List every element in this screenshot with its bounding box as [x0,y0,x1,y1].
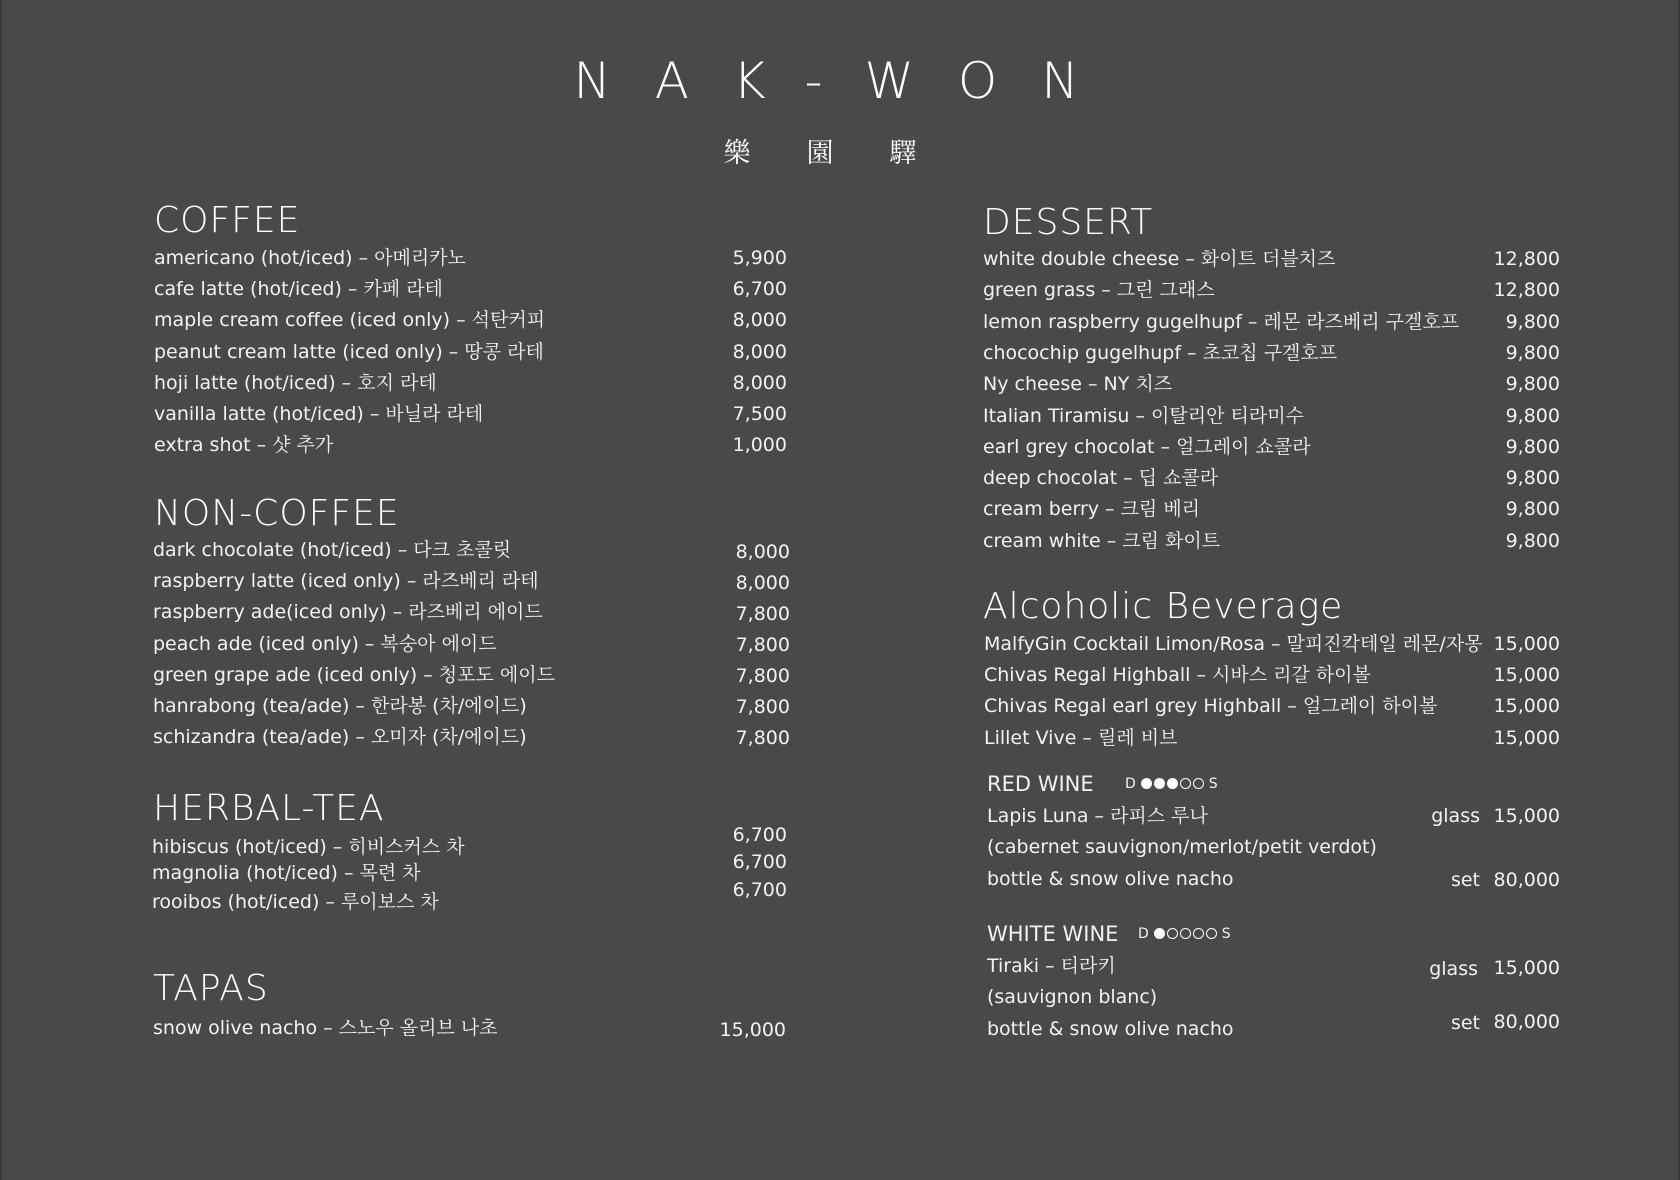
section-heading-herbal-tea: HERBAL-TEA [153,788,385,829]
menu-item-price: 7,800 [735,665,790,687]
menu-item-name: white double cheese – 화이트 더블치즈 [983,248,1336,270]
menu-item-name: Italian Tiramisu – 이탈리안 티라미수 [983,404,1304,427]
red-wine-glass-label: glass [1431,805,1480,827]
menu-item-name: hoji latte (hot/iced) – 호지 라테 [154,371,437,394]
white-wine-name: Tiraki – 티라키 [987,955,1116,977]
menu-item-price: 9,800 [1505,529,1560,552]
menu-item-name: snow olive nacho – 스노우 올리브 나초 [153,1017,498,1039]
menu-item-price: 12,800 [1493,248,1560,270]
menu-item-name: chocochip gugelhupf – 초코칩 구겔호프 [983,341,1338,364]
red-wine-glass-price: 15,000 [1493,805,1560,827]
menu-item-price: 7,800 [735,696,790,718]
scale-sweet-label: S [1208,776,1218,792]
scale-dry-label: D [1138,926,1149,942]
menu-item-price: 9,800 [1505,373,1560,396]
filled-dot-icon [1167,778,1178,789]
menu-item-price: 6,700 [732,879,787,901]
scale-dry-label: D [1125,776,1136,792]
menu-item-name: cafe latte (hot/iced) – 카페 라테 [154,278,443,301]
menu-item-price: 7,800 [735,634,790,656]
menu-item-price: 8,000 [732,371,787,394]
menu-item-name: schizandra (tea/ade) – 오미자 (차/에이드) [153,726,527,749]
menu-item-price: 15,000 [1493,726,1560,749]
menu-item-name: MalfyGin Cocktail Limon/Rosa – 말피진칵테일 레몬/자몽 [984,633,1483,655]
menu-item-name: extra shot – 샷 추가 [154,434,334,457]
white-wine-glass-price: 15,000 [1493,957,1560,979]
section-heading-coffee: COFFEE [154,200,301,241]
menu-item-name: peach ade (iced only) – 복숭아 에이드 [153,632,497,655]
menu-item-name: green grass – 그린 그래스 [983,279,1215,302]
red-wine-dryness-scale [1121,776,1222,792]
menu-item-price: 15,000 [1493,695,1560,718]
menu-item-name: green grape ade (iced only) – 청포도 에이드 [153,663,555,686]
red-wine-set-price: 80,000 [1493,869,1560,891]
empty-dot-icon [1206,928,1217,939]
menu-item-price: 7,800 [735,603,790,625]
menu-item-price: 15,000 [1493,664,1560,687]
filled-dot-icon [1154,778,1165,789]
menu-item-price: 9,800 [1505,341,1560,364]
red-wine-grapes: (cabernet sauvignon/merlot/petit verdot) [987,836,1377,858]
menu-item-name: Chivas Regal earl grey Highball – 얼그레이 하이볼 [984,695,1438,718]
empty-dot-icon [1167,928,1178,939]
menu-item-price: 15,000 [1493,633,1560,655]
white-wine-set-price: 80,000 [1493,1011,1560,1033]
empty-dot-icon [1180,778,1191,789]
menu-item-price: 5,900 [732,247,787,269]
menu-item-name: rooibos (hot/iced) – 루이보스 차 [152,891,439,913]
empty-dot-icon [1193,928,1204,939]
menu-item-price: 8,000 [735,572,790,594]
menu-item-name: hanrabong (tea/ade) – 한라봉 (차/에이드) [153,695,527,717]
menu-item-name: cream berry – 크림 베리 [983,498,1201,521]
menu-item-name: earl grey chocolat – 얼그레이 쇼콜라 [983,435,1311,458]
menu-item-name: raspberry ade(iced only) – 라즈베리 에이드 [153,601,543,624]
section-heading-alcoholic-beverage: Alcoholic Beverage [983,586,1344,627]
menu-item-name: Ny cheese – NY 치즈 [983,373,1173,396]
menu-item-name: americano (hot/iced) – 아메리카노 [154,247,466,269]
red-wine-name: Lapis Luna – 라피스 루나 [987,805,1208,827]
restaurant-title: NAK-WON [573,52,1123,110]
section-heading-non-coffee: NON-COFFEE [154,493,400,534]
menu-item-price: 8,000 [732,340,787,363]
white-wine-glass-label: glass [1429,958,1478,980]
menu-item-price: 12,800 [1493,279,1560,302]
menu-item-price: 8,000 [732,309,787,332]
menu-item-price: 1,000 [732,434,787,457]
section-heading-tapas: TAPAS [153,968,269,1009]
menu-item-name: Chivas Regal Highball – 시바스 리갈 하이볼 [984,664,1371,687]
menu-item-name: dark chocolate (hot/iced) – 다크 초콜릿 [153,539,512,561]
menu-item-price: 9,800 [1505,435,1560,458]
filled-dot-icon [1141,778,1152,789]
menu-item-price: 9,800 [1505,467,1560,490]
white-wine-set-label: set [1450,1012,1480,1034]
menu-item-name: peanut cream latte (iced only) – 땅콩 라테 [154,340,544,363]
menu-item-name: hibiscus (hot/iced) – 히비스커스 차 [152,836,465,858]
menu-item-name: maple cream coffee (iced only) – 석탄커피 [154,309,546,332]
menu-item-price: 6,700 [732,824,787,846]
menu-item-price: 9,800 [1505,404,1560,427]
menu-item-price: 8,000 [735,541,790,563]
menu-item-price: 6,700 [732,278,787,301]
menu-item-price: 7,800 [735,727,790,749]
menu-item-price: 9,800 [1505,498,1560,521]
menu-item-name: Lillet Vive – 릴레 비브 [984,726,1178,749]
menu-item-price: 15,000 [719,1019,786,1041]
empty-dot-icon [1180,928,1191,939]
white-wine-heading: WHITE WINE [987,922,1119,946]
menu-item-name: vanilla latte (hot/iced) – 바닐라 라테 [154,403,484,425]
menu-item-name: deep chocolat – 딥 쇼콜라 [983,467,1219,490]
menu-item-name: magnolia (hot/iced) – 목련 차 [152,862,421,884]
red-wine-set-name: bottle & snow olive nacho [987,868,1234,890]
menu-item-name: lemon raspberry gugelhupf – 레몬 라즈베리 구겔호프 [983,310,1460,333]
menu-item-name: raspberry latte (iced only) – 라즈베리 라테 [153,570,539,593]
menu-item-name: cream white – 크림 화이트 [983,529,1221,552]
menu-item-price: 7,500 [732,403,787,425]
white-wine-grapes: (sauvignon blanc) [987,986,1158,1008]
empty-dot-icon [1193,778,1204,789]
restaurant-subtitle: 樂園驛 [723,138,973,169]
filled-dot-icon [1154,928,1165,939]
white-wine-set-name: bottle & snow olive nacho [987,1018,1234,1040]
white-wine-dryness-scale [1134,926,1235,942]
menu-item-price: 9,800 [1505,310,1560,333]
red-wine-set-label: set [1450,869,1480,891]
menu-item-price: 6,700 [732,851,787,873]
scale-sweet-label: S [1221,926,1231,942]
red-wine-heading: RED WINE [987,772,1094,796]
section-heading-dessert: DESSERT [983,202,1154,243]
